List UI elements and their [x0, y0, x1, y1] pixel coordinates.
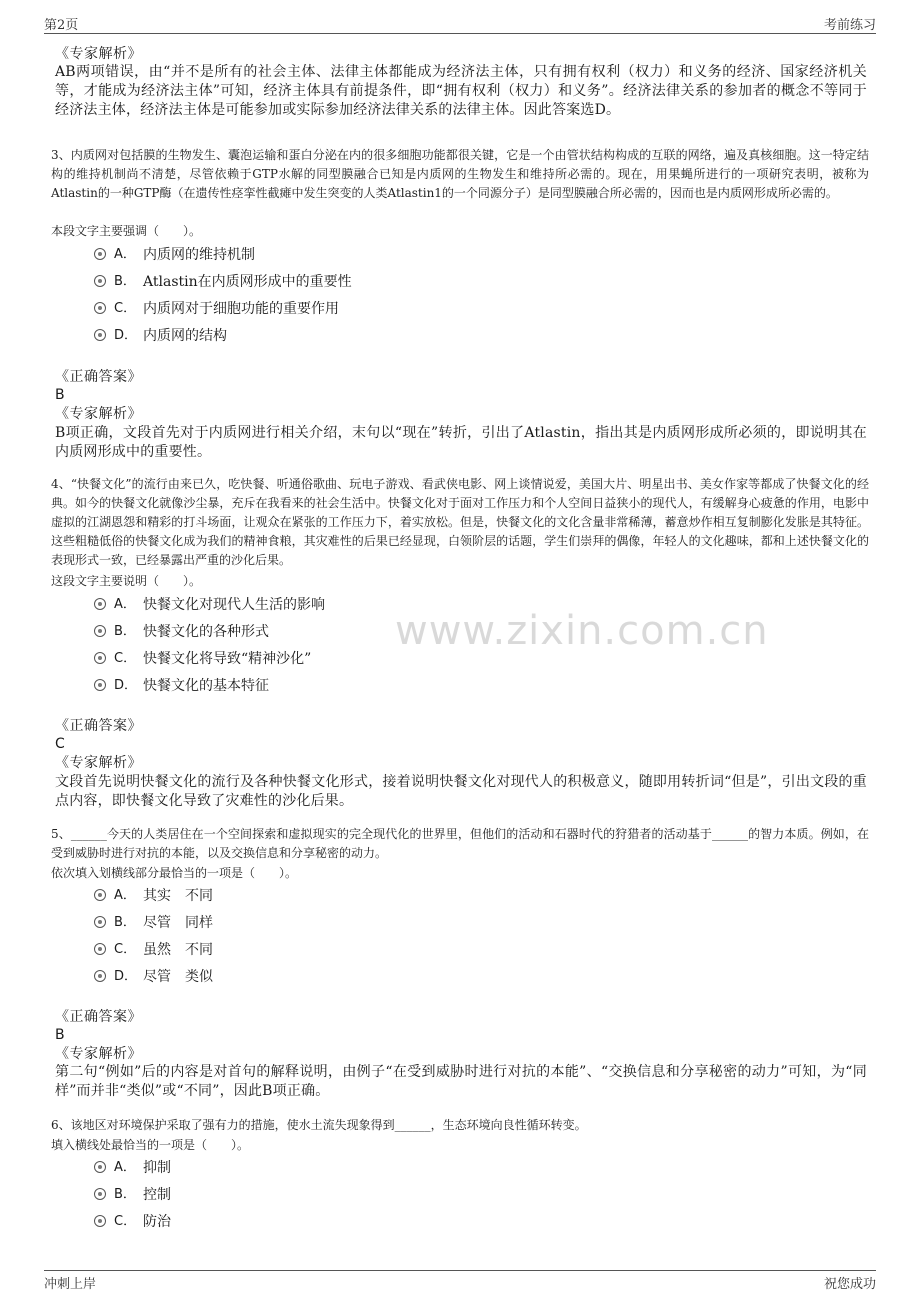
- option-letter: B．: [114, 274, 136, 289]
- q5-analysis-label: 《专家解析》: [55, 1046, 142, 1062]
- radio-button-icon[interactable]: [94, 302, 106, 314]
- option-text: 尽管 同样: [143, 915, 213, 931]
- option-text: 虽然 不同: [143, 942, 213, 958]
- q5-option-b[interactable]: [94, 913, 213, 933]
- radio-button-icon[interactable]: [94, 248, 106, 260]
- option-text: 快餐文化将导致“精神沙化”: [143, 651, 312, 667]
- radio-button-icon[interactable]: [94, 598, 106, 610]
- option-text: 快餐文化的各种形式: [143, 624, 269, 640]
- option-letter: C．: [114, 1214, 137, 1229]
- watermark: www.zixin.com.cn: [395, 608, 769, 654]
- q3-answer: B: [55, 387, 65, 403]
- option-letter: A．: [114, 1160, 136, 1175]
- q2-analysis-label: 《专家解析》: [55, 46, 142, 62]
- footer-right-text: 祝您成功: [823, 1277, 876, 1292]
- radio-button-icon[interactable]: [94, 970, 106, 982]
- q6-stem: 6、该地区对环境保护采取了强有力的措施，使水土流失现象得到______，生态环境向良性循环转变。: [51, 1118, 587, 1132]
- option-letter: B．: [114, 624, 136, 639]
- option-letter: C．: [114, 301, 137, 316]
- q6-option-b[interactable]: [94, 1185, 171, 1205]
- q4-stem: 4、“快餐文化”的流行由来已久，吃快餐、听通俗歌曲、玩电子游戏、看武侠电影、网上谈情说爱，美国大片、明星出书、美女作家等都成了快餐文化的经典。如今的快餐文化就像沙尘暴，充斥在我看来的社会生活中。快餐文化对于面对工作压力和个人空间日益狭小的现代人，有缓解身心疲惫的作用，电影中虚拟的江湖恩怨和精彩的打斗场面，让观众在紧张的工作压力下，着实放松。但是，快餐文化的文化含量非常稀薄，蓄意炒作相互复制膨化发胀是其特征。这些粗糙低俗的快餐文化成为我们的精神食粮，其灾难性的后果已经显现，白领阶层的话题，学生们崇拜的偶像，年轻人的文化趣味，都和上述快餐文化的表现形式一致，已经暴露出严重的沙化后果。: [51, 477, 869, 567]
- q3-prompt: 本段文字主要强调（ ）。: [51, 224, 202, 238]
- option-text: 快餐文化的基本特征: [143, 678, 269, 694]
- option-text: 快餐文化对现代人生活的影响: [143, 597, 325, 613]
- option-letter: D．: [114, 328, 138, 343]
- q4-option-d[interactable]: [94, 676, 269, 696]
- option-letter: A．: [114, 597, 136, 612]
- option-text: Atlastin在内质网形成中的重要性: [143, 274, 352, 290]
- q3-analysis-text: B项正确，文段首先对于内质网进行相关介绍，末句以“现在”转折，引出了Atlastin，指出其是内质网形成所必须的，即说明其在内质网形成中的重要性。: [55, 425, 867, 460]
- q5-answer-label: 《正确答案》: [55, 1009, 142, 1025]
- option-letter: B．: [114, 1187, 136, 1202]
- q3-option-b[interactable]: [94, 272, 352, 292]
- q5-analysis-text: 第二句“例如”后的内容是对首句的解释说明，由例子“在受到威胁时进行对抗的本能”、“交换信息和分享秘密的动力”可知，为“同样”而并非“类似”或“不同”，因此B项正确。: [55, 1064, 867, 1099]
- radio-button-icon[interactable]: [94, 679, 106, 691]
- radio-button-icon[interactable]: [94, 1215, 106, 1227]
- q5-option-c[interactable]: [94, 940, 213, 960]
- q6-option-a[interactable]: [94, 1158, 171, 1178]
- q3-option-c[interactable]: [94, 299, 339, 319]
- header-title: 考前练习: [823, 18, 876, 33]
- q5-answer: B: [55, 1027, 65, 1043]
- q3-stem: 3、内质网对包括膜的生物发生、囊泡运输和蛋白分泌在内的很多细胞功能都很关键，它是一个由管状结构构成的互联的网络，遍及真核细胞。这一特定结构的维持机制尚不清楚，尽管依赖于GTP水解的同型膜融合已知是内质网的生物发生和维持所必需的。现在，用果蝇所进行的一项研究表明，被称为Atlastin的一种GTP酶（在遗传性痉挛性截瘫中发生突变的人类Atlastin1的一个同源分子）是同型膜融合所必需的，因而也是内质网形成所必需的。: [51, 148, 869, 200]
- option-letter: C．: [114, 942, 137, 957]
- q3-option-d[interactable]: [94, 326, 227, 346]
- q4-prompt: 这段文字主要说明（ ）。: [51, 574, 202, 588]
- radio-button-icon[interactable]: [94, 1161, 106, 1173]
- option-text: 防治: [143, 1214, 171, 1230]
- radio-button-icon[interactable]: [94, 652, 106, 664]
- q4-analysis-text: 文段首先说明快餐文化的流行及各种快餐文化形式，接着说明快餐文化对现代人的积极意义，随即用转折词“但是”，引出文段的重点内容，即快餐文化导致了灾难性的沙化后果。: [55, 774, 867, 809]
- option-text: 其实 不同: [143, 888, 213, 904]
- page-footer: [44, 1273, 876, 1293]
- q3-analysis-label: 《专家解析》: [55, 406, 142, 422]
- q4-answer-label: 《正确答案》: [55, 718, 142, 734]
- q5-stem: 5、______今天的人类居住在一个空间探索和虚拟现实的完全现代化的世界里，但他们的活动和石器时代的狩猎者的活动基于______的智力本质。例如，在受到威胁时进行对抗的本能，以及交换信息和分享秘密的动力。: [51, 827, 869, 860]
- radio-button-icon[interactable]: [94, 275, 106, 287]
- q2-analysis-text: AB两项错误，由“并不是所有的社会主体、法律主体都能成为经济法主体，只有拥有权利（权力）和义务的经济、国家经济机关等，才能成为经济法主体”可知，经济主体具有前提条件，即“拥有权利（权力）和义务”。经济法律关系的参加者的概念不等同于经济法主体，经济法主体是可能参加或实际参加经济法律关系的法律主体。因此答案选D。: [55, 64, 867, 118]
- option-letter: A．: [114, 888, 136, 903]
- page-header: [44, 14, 876, 34]
- option-letter: C．: [114, 651, 137, 666]
- radio-button-icon[interactable]: [94, 916, 106, 928]
- radio-button-icon[interactable]: [94, 889, 106, 901]
- q4-option-b[interactable]: [94, 622, 269, 642]
- q5-option-a[interactable]: [94, 886, 213, 906]
- option-text: 内质网的维持机制: [143, 247, 255, 263]
- option-text: 尽管 类似: [143, 969, 213, 985]
- q4-answer: C: [55, 736, 65, 752]
- q4-option-c[interactable]: [94, 649, 312, 669]
- q6-prompt: 填入横线处最恰当的一项是（ ）。: [51, 1138, 250, 1152]
- radio-button-icon[interactable]: [94, 943, 106, 955]
- q3-option-a[interactable]: [94, 245, 255, 265]
- q4-analysis-label: 《专家解析》: [55, 755, 142, 771]
- footer-divider: [44, 1270, 876, 1271]
- radio-button-icon[interactable]: [94, 625, 106, 637]
- q3-answer-label: 《正确答案》: [55, 369, 142, 385]
- q5-option-d[interactable]: [94, 967, 213, 987]
- option-letter: A．: [114, 247, 136, 262]
- option-text: 控制: [143, 1187, 171, 1203]
- page-number: 第2页: [44, 18, 79, 33]
- q4-option-a[interactable]: [94, 595, 325, 615]
- radio-button-icon[interactable]: [94, 329, 106, 341]
- option-letter: D．: [114, 969, 138, 984]
- option-text: 抑制: [143, 1160, 171, 1176]
- option-text: 内质网的结构: [143, 328, 227, 344]
- q5-prompt: 依次填入划横线部分最恰当的一项是（ ）。: [51, 866, 298, 880]
- option-letter: D．: [114, 678, 138, 693]
- option-text: 内质网对于细胞功能的重要作用: [143, 301, 339, 317]
- footer-left-text: 冲刺上岸: [44, 1277, 97, 1292]
- option-letter: B．: [114, 915, 136, 930]
- header-divider: [44, 33, 876, 34]
- radio-button-icon[interactable]: [94, 1188, 106, 1200]
- q6-option-c[interactable]: [94, 1212, 171, 1232]
